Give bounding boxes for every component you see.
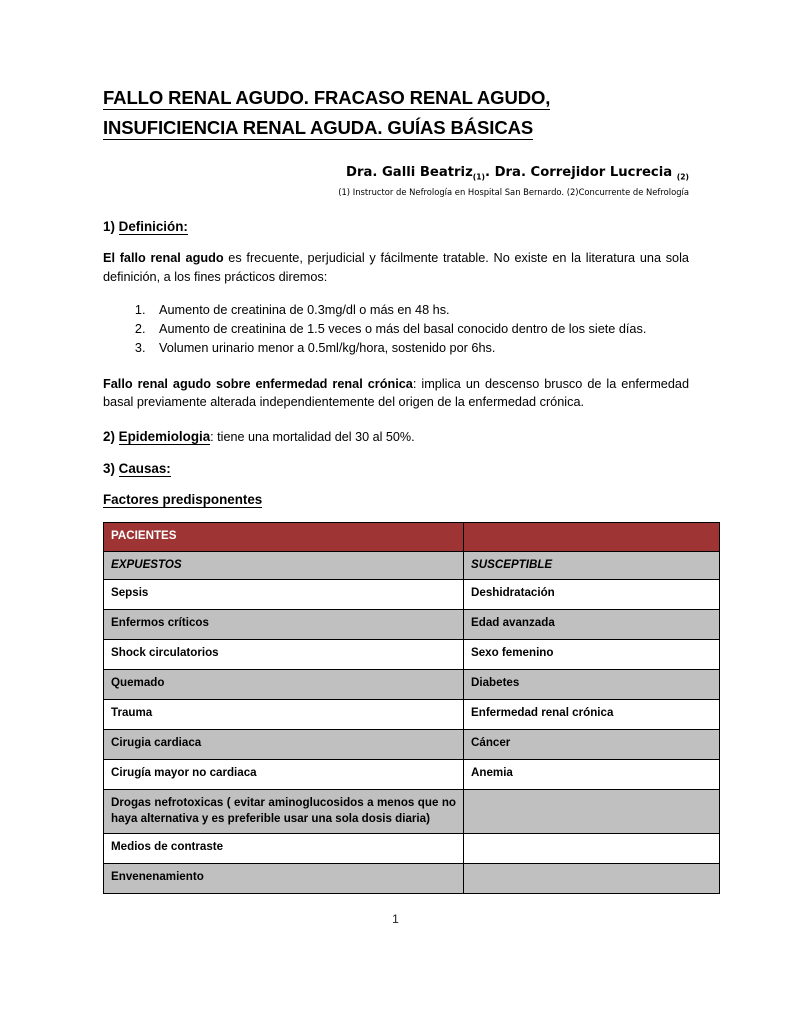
author-marker-1: (1) <box>472 172 485 182</box>
table-row <box>104 729 720 759</box>
title-line-1-row <box>103 86 689 111</box>
table-cell-susceptible <box>464 833 720 863</box>
section-number-3: 3) <box>103 461 115 477</box>
table-cell-expuesto: Sepsis <box>104 579 464 609</box>
section-number-1: 1) <box>103 219 115 235</box>
section-title-definicion: Definición: <box>118 219 188 235</box>
chronic-kidney-paragraph <box>103 375 689 412</box>
table-cell-expuesto: Cirugía mayor no cardiaca <box>104 759 464 789</box>
author-name-2: Dra. Correjidor Lucrecia <box>494 165 673 181</box>
table-cell-expuesto: Enfermos críticos <box>104 609 464 639</box>
predisposing-factors-table <box>103 522 720 893</box>
table-cell-susceptible <box>464 789 720 833</box>
title-line-2: INSUFICIENCIA RENAL AGUDA. GUÍAS BÁSICAS <box>103 116 534 138</box>
definicion-intro-rest: es frecuente, perjudicial y fácilmente tratable. No existe en la literatura una sola definición, a los fines prácticos diremos: <box>103 251 689 284</box>
table-row <box>104 639 720 669</box>
list-item: 2. Aumento de creatinina de 1.5 veces o más del basal conocido dentro de los siete días. <box>149 320 689 339</box>
table-cell-expuesto: Trauma <box>104 699 464 729</box>
table-row <box>104 833 720 863</box>
table-cell-expuesto: Shock circulatorios <box>104 639 464 669</box>
document-body <box>103 86 689 894</box>
table-cell-expuesto: Cirugia cardiaca <box>104 729 464 759</box>
table-row <box>104 789 720 833</box>
author-separator: . <box>484 165 495 181</box>
table-row <box>104 759 720 789</box>
table-cell-susceptible <box>464 863 720 893</box>
page-number: 1 <box>392 912 399 926</box>
author-name-1: Dra. Galli Beatriz <box>346 165 473 181</box>
section-number-2: 2) <box>103 429 115 445</box>
table-cell-susceptible: Enfermedad renal crónica <box>464 699 720 729</box>
table-cell-susceptible: Deshidratación <box>464 579 720 609</box>
table-header-cell-pacientes: PACIENTES <box>104 523 464 552</box>
list-item: 1. Aumento de creatinina de 0.3mg/dl o más en 48 hs. <box>149 301 689 320</box>
table-subheader-cell-susceptible: SUSCEPTIBLE <box>464 552 720 579</box>
table-cell-expuesto: Drogas nefrotoxicas ( evitar aminoglucosidos a menos que no haya alternativa y es preferible usar una sola dosis diaria) <box>104 789 464 833</box>
table-cell-susceptible: Diabetes <box>464 669 720 699</box>
table-row <box>104 579 720 609</box>
author-marker-2: (2) <box>676 172 689 182</box>
affiliation-note: (1) Instructor de Nefrología en Hospital San Bernardo. (2)Concurrente de Nefrología <box>338 187 689 198</box>
section-heading-definicion <box>103 219 689 234</box>
chronic-kidney-bold: Fallo renal agudo sobre enfermedad renal crónica <box>103 376 413 391</box>
authors-line <box>103 165 689 182</box>
definicion-intro-paragraph <box>103 249 689 286</box>
table-row <box>104 609 720 639</box>
table-cell-susceptible: Anemia <box>464 759 720 789</box>
table-cell-susceptible: Sexo femenino <box>464 639 720 669</box>
title-line-2-row <box>103 116 689 141</box>
list-item: 3. Volumen urinario menor a 0.5ml/kg/hora, sostenido por 6hs. <box>149 339 689 358</box>
table-row <box>104 669 720 699</box>
table-subheader-row <box>104 552 720 579</box>
table-cell-expuesto: Quemado <box>104 669 464 699</box>
section-heading-causas <box>103 461 689 476</box>
page-title <box>103 86 689 140</box>
table-cell-expuesto: Envenenamiento <box>104 863 464 893</box>
section-heading-epidemiologia <box>103 429 689 444</box>
definicion-intro-bold: El fallo renal agudo <box>103 251 224 266</box>
definicion-criteria-list <box>103 301 689 358</box>
table-row <box>104 699 720 729</box>
table-header-cell-empty <box>464 523 720 552</box>
epidemiologia-text: : tiene una mortalidad del 30 al 50%. <box>210 430 415 445</box>
subsection-title-factores: Factores predisponentes <box>103 492 263 508</box>
table-cell-susceptible: Edad avanzada <box>464 609 720 639</box>
table-subheader-cell-expuestos: EXPUESTOS <box>104 552 464 579</box>
section-title-causas: Causas: <box>118 461 171 477</box>
subsection-heading-factores <box>103 492 689 507</box>
table-cell-susceptible: Cáncer <box>464 729 720 759</box>
table-row <box>104 863 720 893</box>
table-header-row <box>104 523 720 552</box>
section-title-epidemiologia: Epidemiologia <box>118 429 211 445</box>
table-cell-expuesto: Medios de contraste <box>104 833 464 863</box>
title-line-1: FALLO RENAL AGUDO. FRACASO RENAL AGUDO, <box>103 87 551 108</box>
chronic-kidney-rest: : implica un descenso brusco de la enfermedad basal previamente alterada independientemente del origen de la enfermedad crónica. <box>103 376 690 410</box>
